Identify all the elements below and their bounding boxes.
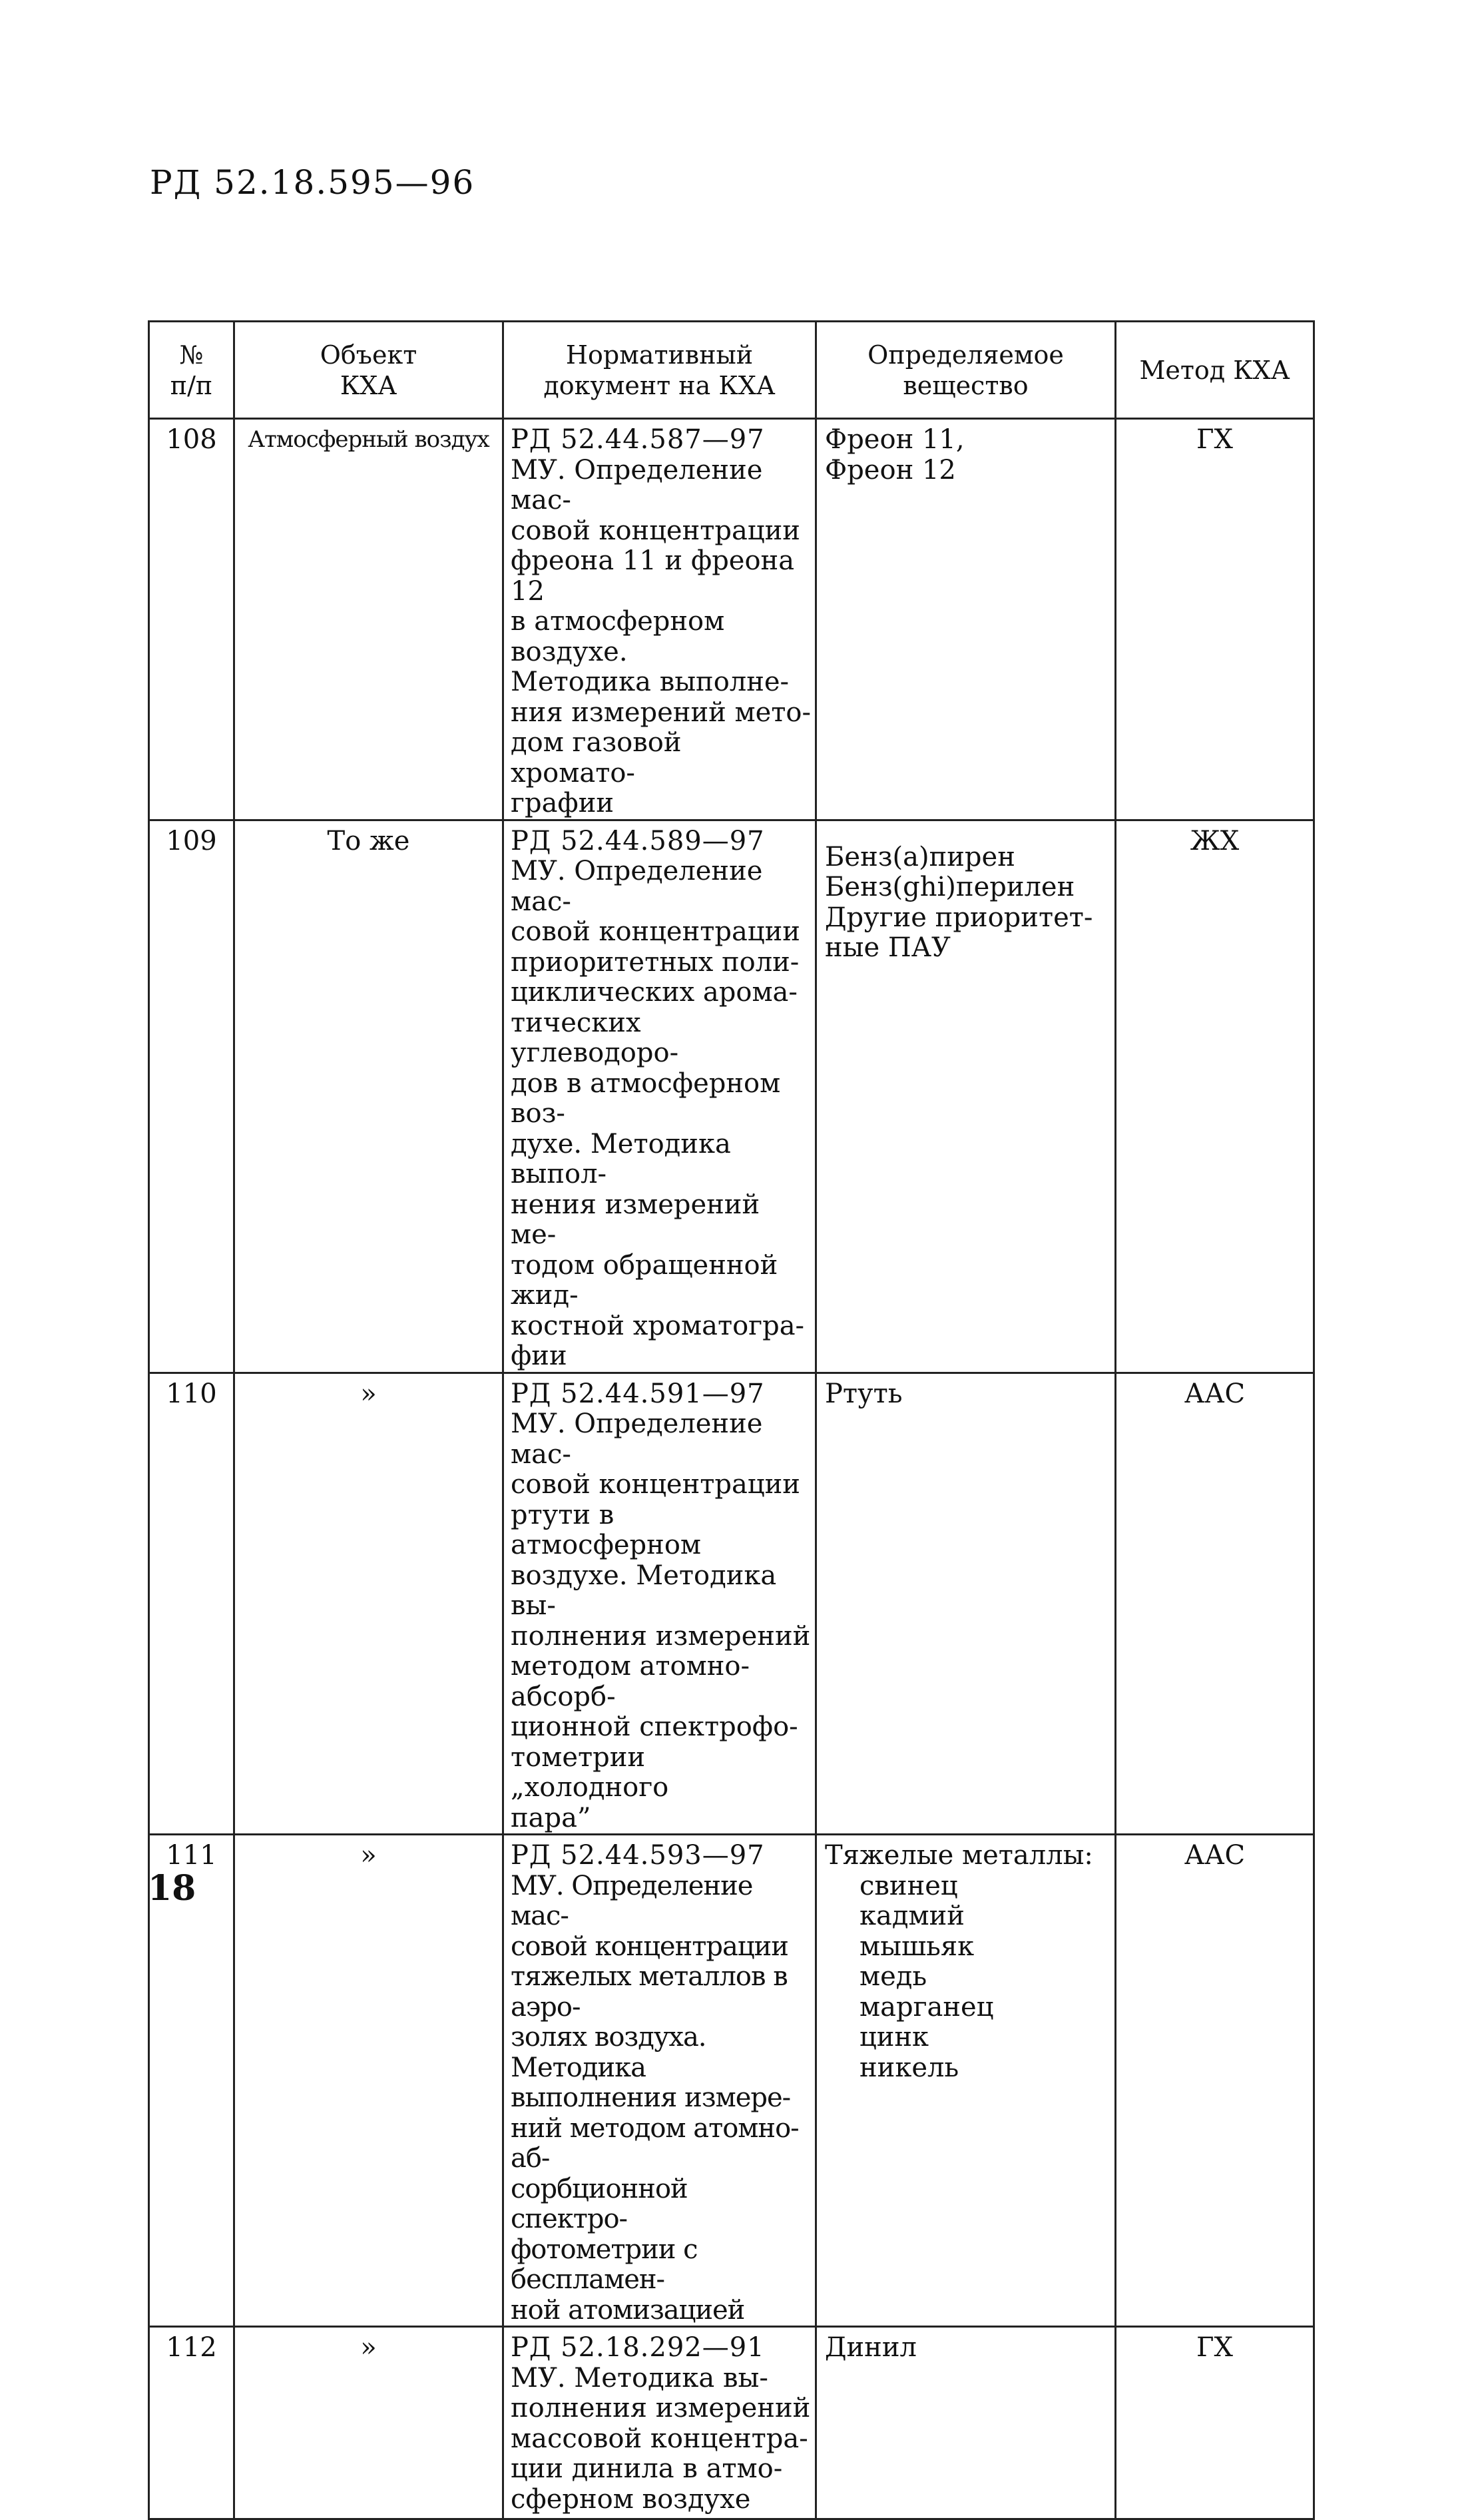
row-number: 109 <box>149 820 234 1373</box>
substance-item: свинец <box>859 1870 958 1901</box>
row-document <box>503 2327 816 2519</box>
document-description: МУ. Определение мас- совой концентрации ртути в атмосферном воздухе. Методика вы- полнения измерений методом атомно-абсорб- ционной спектрофо- тометрии „холодного пара” <box>511 1409 811 1833</box>
row-method: ГХ <box>1116 419 1314 820</box>
row-number: 110 <box>149 1373 234 1835</box>
page-number: 18 <box>148 1868 196 1909</box>
substance-item: Фреон 11, <box>825 424 965 455</box>
row-substances <box>816 1835 1116 2327</box>
document-code: РД 52.44.589—97 <box>511 825 765 856</box>
substance-item: Динил <box>825 2332 917 2363</box>
document-description: МУ. Методика вы- полнения измерений массовой концентра- ции динила в атмо- сферном воздухе <box>511 2362 811 2515</box>
table-row <box>149 419 1314 820</box>
table-row <box>149 1373 1314 1835</box>
row-substances <box>816 1373 1116 1835</box>
row-object: То же <box>234 820 503 1373</box>
table-row <box>149 1835 1314 2327</box>
substance-item: Тяжелые металлы: <box>825 1840 1093 1871</box>
document-code-header: РД 52.18.595—96 <box>150 163 475 202</box>
row-number: 111 <box>149 1835 234 2327</box>
column-header-substance: Определяемое вещество <box>816 322 1116 419</box>
row-substances <box>816 820 1116 1373</box>
substance-item: Бенз(а)пирен <box>825 841 1015 872</box>
document-code: РД 52.44.587—97 <box>511 424 765 455</box>
row-document <box>503 1373 816 1835</box>
row-document <box>503 1835 816 2327</box>
substance-item: Фреон 12 <box>825 454 956 485</box>
table-header-row <box>149 322 1314 419</box>
document-description: МУ. Определение мас- совой концентрации фреона 11 и фреона 12 в атмосферном воздухе. Методика выполне- ния измерений мето- дом газовой хромато- графии <box>511 454 812 818</box>
row-object: Атмосферный воздух <box>234 419 503 820</box>
row-document <box>503 419 816 820</box>
row-object: » <box>234 2327 503 2519</box>
substance-item: Бенз(ghi)перилен <box>825 872 1075 902</box>
row-method: ГХ <box>1116 2327 1314 2519</box>
table-row <box>149 820 1314 1373</box>
substance-item: Другие приоритет- <box>825 902 1093 933</box>
document-code: РД 52.18.292—91 <box>511 2332 765 2363</box>
row-method: ААС <box>1116 1373 1314 1835</box>
row-method: ЖХ <box>1116 820 1314 1373</box>
column-header-method: Метод КХА <box>1116 322 1314 419</box>
document-description: МУ. Определение мас- совой концентрации приоритетных поли- циклических арома- тических углеводоро- дов в атмосферном воз- духе. Методика выпол- нения измерений ме- тодом обращенной жид- костной хроматогра- фии <box>511 856 805 1371</box>
row-object: » <box>234 1373 503 1835</box>
substance-item: цинк <box>859 2022 929 2052</box>
row-method: ААС <box>1116 1835 1314 2327</box>
substance-item: кадмий <box>859 1901 965 1931</box>
kxa-methods-table <box>148 320 1315 2520</box>
substance-item: марганец <box>859 1991 994 2023</box>
document-code: РД 52.44.591—97 <box>511 1378 765 1409</box>
document-description: МУ. Определение мас- совой концентрации тяжелых металлов в аэро- золях воздуха. Методика выполнения измере- ний методом атомно-аб- сорбционной спектро- фотометрии с беспламен- ной атомизацией <box>511 1870 799 2326</box>
column-header-object: Объект КХА <box>234 322 503 419</box>
row-substances <box>816 2327 1116 2519</box>
substance-item: мышьяк <box>859 1931 975 1962</box>
substance-item: ные ПАУ <box>825 932 951 963</box>
row-document <box>503 820 816 1373</box>
row-number: 112 <box>149 2327 234 2519</box>
column-header-document: Нормативный документ на КХА <box>503 322 816 419</box>
column-header-number: № п/п <box>149 322 234 419</box>
substance-item: медь <box>859 1961 927 1992</box>
row-number: 108 <box>149 419 234 820</box>
substance-item: никель <box>859 2052 959 2083</box>
row-substances <box>816 419 1116 820</box>
row-object: » <box>234 1835 503 2327</box>
substance-item: Ртуть <box>825 1378 903 1409</box>
table-row <box>149 2327 1314 2519</box>
document-code: РД 52.44.593—97 <box>511 1840 765 1871</box>
